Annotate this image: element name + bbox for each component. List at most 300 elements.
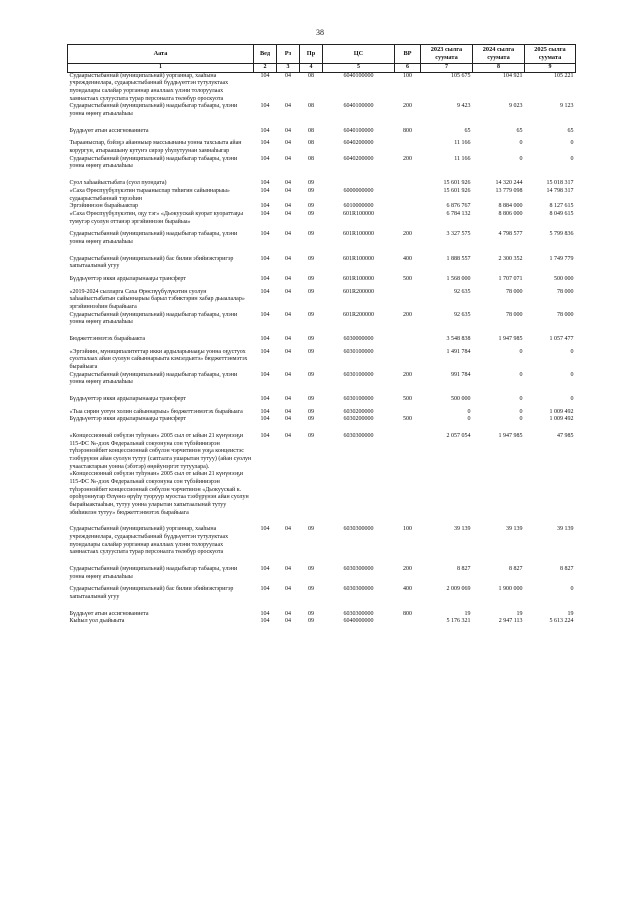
pr-cell: 09 bbox=[308, 566, 314, 573]
amount-2025: 1 749 779 bbox=[549, 255, 574, 262]
vr-cell bbox=[395, 203, 421, 211]
amount-2024: 19 bbox=[516, 610, 523, 617]
cs-cell: 6030200000 bbox=[343, 408, 374, 415]
vr-cell: 500 bbox=[403, 416, 412, 423]
row-spacer-cell bbox=[68, 602, 576, 611]
amount-2023: 2 009 069 bbox=[446, 586, 471, 593]
table-row bbox=[68, 156, 576, 171]
table-row bbox=[68, 433, 576, 517]
row-label: Бүддьүөт атын ассигнованиета bbox=[69, 127, 149, 134]
ved-cell: 104 bbox=[260, 348, 270, 355]
amount-2024: 1 900 000 bbox=[498, 586, 523, 593]
amount-2023: 5 176 321 bbox=[446, 618, 471, 625]
row-spacer-cell bbox=[68, 247, 576, 256]
ved-cell: 104 bbox=[260, 432, 270, 439]
row-spacer bbox=[68, 387, 576, 396]
table-row bbox=[68, 416, 576, 424]
amount-2025: 8 049 615 bbox=[549, 210, 574, 217]
table-row bbox=[68, 312, 576, 327]
ved-cell: 104 bbox=[260, 288, 270, 295]
amount-2025: 39 139 bbox=[557, 526, 574, 533]
amount-2023: 991 784 bbox=[451, 371, 471, 378]
vr-cell: 500 bbox=[403, 275, 412, 282]
rz-cell: 04 bbox=[285, 348, 291, 355]
vr-cell: 100 bbox=[403, 526, 412, 533]
column-number: 6 bbox=[395, 64, 421, 73]
header-2023: 2023 сылга суумата bbox=[421, 45, 473, 64]
row-label: Бүддьүөт атын ассигнованиета bbox=[69, 610, 149, 617]
vr-cell: 200 bbox=[403, 311, 412, 318]
row-label: Тырааныспар, бэйэҕэ айанныыр массыынаны уонна тахсыыта айан корургун, атыраашыну кутуҥэ сирэр уһулутуунан хамнаһыгар bbox=[69, 140, 242, 155]
cs-cell: 601R200000 bbox=[342, 288, 374, 295]
amount-2025: 1 057 477 bbox=[549, 335, 574, 342]
amount-2025: 0 bbox=[570, 155, 574, 162]
amount-2025: 65 bbox=[567, 127, 574, 134]
amount-2024: 0 bbox=[519, 408, 523, 415]
table-row bbox=[68, 276, 576, 284]
pr-cell: 09 bbox=[308, 408, 314, 415]
header-2024: 2024 сылга суумата bbox=[473, 45, 525, 64]
cs-cell: 6000000000 bbox=[343, 187, 374, 194]
vr-cell bbox=[395, 211, 421, 226]
amount-2024: 104 921 bbox=[503, 72, 523, 79]
amount-2024: 0 bbox=[519, 371, 523, 378]
pr-cell: 09 bbox=[308, 210, 314, 217]
table-row bbox=[68, 611, 576, 619]
rz-cell: 04 bbox=[285, 203, 291, 210]
amount-2023: 500 000 bbox=[451, 395, 471, 402]
ved-cell: 104 bbox=[260, 408, 270, 415]
amount-2024: 13 779 098 bbox=[495, 187, 523, 194]
vr-cell: 800 bbox=[403, 610, 412, 617]
amount-2024: 2 947 113 bbox=[498, 618, 523, 625]
row-spacer bbox=[68, 171, 576, 180]
amount-2023: 1 491 784 bbox=[446, 348, 471, 355]
amount-2025: 500 000 bbox=[554, 275, 574, 282]
row-spacer bbox=[68, 327, 576, 336]
table-row bbox=[68, 72, 576, 103]
amount-2025: 1 009 492 bbox=[549, 408, 574, 415]
amount-2023: 3 548 838 bbox=[446, 335, 471, 342]
vr-cell: 400 bbox=[403, 586, 412, 593]
row-spacer-cell bbox=[68, 171, 576, 180]
pr-cell: 08 bbox=[308, 127, 314, 134]
vr-cell: 800 bbox=[403, 127, 412, 134]
amount-2024: 65 bbox=[516, 127, 523, 134]
cs-cell: 6040000000 bbox=[343, 618, 374, 625]
amount-2024: 4 798 577 bbox=[498, 231, 523, 238]
ved-cell: 104 bbox=[260, 127, 270, 134]
row-label: Бүддьүөттэр икки ардыларынааҕы трансферт bbox=[69, 275, 186, 282]
rz-cell: 04 bbox=[285, 180, 291, 187]
row-label: Судаарыстыбаннай (муниципальнай) наадыбыгар табаары, үлэни уонна өңөнү атыылаһыы bbox=[69, 566, 238, 580]
rz-cell: 04 bbox=[285, 618, 291, 625]
amount-2023: 11 166 bbox=[454, 155, 471, 162]
amount-2025: 8 127 615 bbox=[549, 203, 574, 210]
pr-cell: 09 bbox=[308, 371, 314, 378]
rz-cell: 04 bbox=[285, 255, 291, 262]
ved-cell: 104 bbox=[260, 610, 270, 617]
row-label: «Саха Өрөспүүбүлүкэтин, оҕу тэг» «Дьокуускай куорат куораттаҕы тумугэр суолун оттанэр эргэйиннээн бырайыа» bbox=[69, 210, 243, 225]
row-label: «Концессионнай сөбүлэн туһунан» 2005 сыл от ыйын 21 күнүнээҕи 115-ФС №-дээх Федеральнай сокуонуна сон түбэйиниэрэн түһэрэннэйбит концессионнай сөбүлэн чэрчитинэн уоҕа концеистэс тээбүрүнэн айан суолун тутуу (сапталга ушарытан тутуу) (айан суолун учаастактарын уонна (эбэтэр) өңөйунэргэт тутуулара). «Концессионнай сөбүлэн туһунан» 2005 сыл от ыйын 21 күнүнээҕи 115-ФС №-дээх Федеральнай сокуонуна сон түбэйиниэрэн түһэрэннэйбит концессионнай сөбүлэн чэрчитинэн «Дьокуускай к. ороһүоннугар Өлүөнэ өрүһү туоруур муостаа тээбүрүнэн айан суолун бырайыактааһын, тутуу уонна уларытан хапытаалынай тутуу эбиһиилэн тутуу» бюджеттэнмэтэх бырайыага bbox=[69, 432, 252, 516]
vr-cell: 400 bbox=[403, 255, 412, 262]
ved-cell: 104 bbox=[260, 180, 270, 187]
vr-cell: 500 bbox=[403, 395, 412, 402]
row-spacer-cell bbox=[68, 557, 576, 566]
amount-2023: 8 827 bbox=[457, 566, 471, 573]
column-number: 4 bbox=[300, 64, 323, 73]
amount-2024: 0 bbox=[519, 155, 523, 162]
row-label: Судаарыстыбаннай (муниципальнай) наадыбыгар табаары, үлэни уонна өңөнү атыылаһыы bbox=[69, 311, 238, 326]
vr-cell bbox=[395, 180, 421, 188]
rz-cell: 04 bbox=[285, 566, 291, 573]
cs-cell: 601R200000 bbox=[342, 311, 374, 318]
header-2025: 2025 сылга суумата bbox=[525, 45, 576, 64]
column-number: 7 bbox=[421, 64, 473, 73]
column-number: 2 bbox=[254, 64, 277, 73]
amount-2023: 1 888 557 bbox=[446, 255, 471, 262]
table-row bbox=[68, 180, 576, 188]
table-row bbox=[68, 566, 576, 581]
ved-cell: 104 bbox=[260, 371, 270, 378]
amount-2023: 11 166 bbox=[454, 140, 471, 147]
pr-cell: 08 bbox=[308, 140, 314, 147]
rz-cell: 04 bbox=[285, 432, 291, 439]
table-row bbox=[68, 211, 576, 226]
rz-cell: 04 bbox=[285, 335, 291, 342]
cs-cell: 6030100000 bbox=[343, 395, 374, 402]
amount-2024: 0 bbox=[519, 348, 523, 355]
cs-cell: 6040200000 bbox=[343, 140, 374, 147]
row-label: Эргэйиннээн бырайыактар bbox=[69, 203, 139, 210]
rz-cell: 04 bbox=[285, 416, 291, 423]
cs-cell: 6030300000 bbox=[343, 610, 374, 617]
table-row bbox=[68, 586, 576, 601]
vr-cell: 200 bbox=[403, 231, 412, 238]
amount-2024: 1 947 985 bbox=[498, 432, 523, 439]
amount-2025: 0 bbox=[570, 140, 574, 147]
table-row bbox=[68, 128, 576, 136]
amount-2023: 15 601 926 bbox=[443, 180, 471, 187]
amount-2024: 2 300 352 bbox=[498, 255, 523, 262]
ved-cell: 104 bbox=[260, 311, 270, 318]
column-number: 9 bbox=[525, 64, 576, 73]
pr-cell: 09 bbox=[308, 348, 314, 355]
row-spacer bbox=[68, 119, 576, 128]
table-row bbox=[68, 140, 576, 155]
pr-cell: 08 bbox=[308, 155, 314, 162]
budget-table bbox=[67, 44, 576, 626]
cs-cell: 601R100000 bbox=[342, 231, 374, 238]
pr-cell: 09 bbox=[308, 618, 314, 625]
cs-cell: 601R100000 bbox=[342, 210, 374, 217]
pr-cell: 08 bbox=[308, 72, 314, 79]
amount-2023: 39 139 bbox=[454, 526, 471, 533]
row-spacer bbox=[68, 247, 576, 256]
amount-2024: 8 827 bbox=[509, 566, 523, 573]
ved-cell: 104 bbox=[260, 72, 270, 79]
amount-2025: 47 985 bbox=[557, 432, 574, 439]
table-row bbox=[68, 231, 576, 246]
vr-cell bbox=[395, 618, 421, 626]
rz-cell: 04 bbox=[285, 586, 291, 593]
ved-cell: 104 bbox=[260, 618, 270, 625]
row-label: Судаарыстыбаннай (муниципальнай) наадыбыгар табаары, үлэни уонна өңөнү атыылаһыы bbox=[69, 155, 238, 170]
ved-cell: 104 bbox=[260, 526, 270, 533]
row-label: «Тыа сирин уотун холин сайыннарыы» бюджеттэнмэтэх бырайыага bbox=[69, 408, 243, 415]
row-label: Бүддьүөттэр икки ардыларынааҕы трансферт bbox=[69, 416, 186, 423]
cs-cell: 6030200000 bbox=[343, 416, 374, 423]
amount-2023: 92 635 bbox=[454, 311, 471, 318]
rz-cell: 04 bbox=[285, 371, 291, 378]
table-row bbox=[68, 203, 576, 211]
pr-cell: 09 bbox=[308, 187, 314, 194]
ved-cell: 104 bbox=[260, 586, 270, 593]
vr-cell: 200 bbox=[403, 155, 412, 162]
amount-2023: 6 784 132 bbox=[446, 210, 471, 217]
row-label: Судаарыстыбаннай (муниципальнай) уорганнар, хааһына учреждениелара, судаарыстыбаннай бүддьүөттэн тутулуктаах пуондалары салайар уорганнар аналлаах үлэни толоруулаах хамнастаах сулууспата турар персоналга төлөбүр ороскуота bbox=[69, 526, 229, 556]
amount-2023: 15 601 926 bbox=[443, 187, 471, 194]
cs-cell bbox=[323, 180, 395, 188]
pr-cell: 09 bbox=[308, 275, 314, 282]
page-number: 38 bbox=[316, 28, 324, 37]
amount-2023: 9 423 bbox=[457, 103, 471, 110]
rz-cell: 04 bbox=[285, 210, 291, 217]
table-body bbox=[68, 72, 576, 626]
amount-2025: 0 bbox=[570, 586, 574, 593]
row-label: Судаарыстыбаннай (муниципальнай) бас билии эбийиэктэригэр хапытаалынай угуу bbox=[69, 255, 234, 270]
amount-2025: 0 bbox=[570, 395, 574, 402]
cs-cell: 6040100000 bbox=[343, 72, 374, 79]
amount-2025: 0 bbox=[570, 348, 574, 355]
pr-cell: 09 bbox=[308, 416, 314, 423]
ved-cell: 104 bbox=[260, 231, 270, 238]
row-spacer bbox=[68, 602, 576, 611]
amount-2024: 0 bbox=[519, 395, 523, 402]
amount-2024: 0 bbox=[519, 416, 523, 423]
ved-cell: 104 bbox=[260, 103, 270, 110]
column-number-row bbox=[68, 64, 576, 73]
table-row bbox=[68, 289, 576, 312]
header-rz: Рз bbox=[277, 45, 300, 64]
table-row bbox=[68, 349, 576, 372]
header-name: Аата bbox=[68, 45, 254, 64]
rz-cell: 04 bbox=[285, 127, 291, 134]
amount-2025: 15 018 317 bbox=[546, 180, 574, 187]
rz-cell: 04 bbox=[285, 275, 291, 282]
pr-cell: 09 bbox=[308, 432, 314, 439]
row-spacer bbox=[68, 517, 576, 526]
rz-cell: 04 bbox=[285, 610, 291, 617]
pr-cell: 09 bbox=[308, 180, 314, 187]
cs-cell: 6030300000 bbox=[343, 566, 374, 573]
row-label: Судаарыстыбаннай (муниципальнай) наадыбыгар табаары, үлэни уонна өңөнү атыылаһыы bbox=[69, 231, 238, 245]
pr-cell: 09 bbox=[308, 526, 314, 533]
vr-cell: 200 bbox=[403, 371, 412, 378]
amount-2023: 2 057 054 bbox=[446, 432, 471, 439]
table-row bbox=[68, 526, 576, 557]
row-label: Бюджеттэнмэтэх бырайыакта bbox=[69, 335, 145, 342]
ved-cell: 104 bbox=[260, 187, 270, 194]
pr-cell: 09 bbox=[308, 395, 314, 402]
header-cs: ЦС bbox=[323, 45, 395, 64]
column-number: 8 bbox=[473, 64, 525, 73]
vr-cell bbox=[395, 188, 421, 203]
cs-cell: 6030300000 bbox=[343, 586, 374, 593]
cs-cell: 6030300000 bbox=[343, 432, 374, 439]
ved-cell: 104 bbox=[260, 210, 270, 217]
row-spacer bbox=[68, 424, 576, 433]
cs-cell: 6040200000 bbox=[343, 155, 374, 162]
column-number: 3 bbox=[277, 64, 300, 73]
rz-cell: 04 bbox=[285, 103, 291, 110]
pr-cell: 09 bbox=[308, 311, 314, 318]
pr-cell: 09 bbox=[308, 586, 314, 593]
row-label: Судаарыстыбаннай (муниципальнай) наадыбыгар табаары, үлэни уонна өңөнү атыылаһыы bbox=[69, 103, 238, 118]
amount-2024: 8 884 000 bbox=[498, 203, 523, 210]
rz-cell: 04 bbox=[285, 288, 291, 295]
table-row bbox=[68, 336, 576, 344]
rz-cell: 04 bbox=[285, 72, 291, 79]
rz-cell: 04 bbox=[285, 187, 291, 194]
table-row bbox=[68, 618, 576, 626]
amount-2023: 6 876 767 bbox=[446, 203, 471, 210]
amount-2024: 1 947 985 bbox=[498, 335, 523, 342]
table-row bbox=[68, 188, 576, 203]
pr-cell: 09 bbox=[308, 203, 314, 210]
header-ved: Вед bbox=[254, 45, 277, 64]
row-label: Суол хаһаайыстыбата (суол пуондата) bbox=[69, 180, 167, 187]
ved-cell: 104 bbox=[260, 335, 270, 342]
row-label: Кыһыл уол дьайыыта bbox=[69, 618, 125, 625]
amount-2025: 5 613 224 bbox=[549, 618, 574, 625]
row-spacer-cell bbox=[68, 517, 576, 526]
amount-2023: 0 bbox=[467, 416, 471, 423]
amount-2023: 92 635 bbox=[454, 288, 471, 295]
amount-2025: 78 000 bbox=[557, 288, 574, 295]
header-row bbox=[68, 45, 576, 64]
amount-2025: 5 799 836 bbox=[549, 231, 574, 238]
cs-cell: 601R100000 bbox=[342, 275, 374, 282]
amount-2025: 9 123 bbox=[560, 103, 574, 110]
row-label: «2019-2024 сылларга Саха Өрөспүүбүлүкэтин суолун хаһаайыстыбатын сайыннарыы барыл тэбиктэрин хабар дьыалалар» эргэйиннээһин бырайыага bbox=[69, 288, 245, 310]
ved-cell: 104 bbox=[260, 155, 270, 162]
amount-2025: 1 009 492 bbox=[549, 416, 574, 423]
vr-cell bbox=[395, 433, 421, 517]
amount-2023: 65 bbox=[464, 127, 471, 134]
cs-cell: 6030100000 bbox=[343, 371, 374, 378]
vr-cell: 200 bbox=[403, 103, 412, 110]
ved-cell: 104 bbox=[260, 140, 270, 147]
amount-2025: 78 000 bbox=[557, 311, 574, 318]
pr-cell: 09 bbox=[308, 231, 314, 238]
row-label: Судаарыстыбаннай (муниципальнай) наадыбыгар табаары, үлэни уонна өңөнү атыылаһыы bbox=[69, 371, 238, 386]
ved-cell: 104 bbox=[260, 416, 270, 423]
table-row bbox=[68, 256, 576, 271]
rz-cell: 04 bbox=[285, 231, 291, 238]
cs-cell: 601R100000 bbox=[342, 255, 374, 262]
row-label: «Саха Өрөспүүбүлүкэтин тырааныспар тиһигин сайыннарыы» судаарыстыбаннай тэрээһин bbox=[69, 187, 230, 202]
cs-cell: 6040100000 bbox=[343, 127, 374, 134]
cs-cell: 6030300000 bbox=[343, 526, 374, 533]
row-spacer-cell bbox=[68, 327, 576, 336]
amount-2024: 8 806 000 bbox=[498, 210, 523, 217]
vr-cell bbox=[395, 336, 421, 344]
row-spacer bbox=[68, 557, 576, 566]
table-row bbox=[68, 372, 576, 387]
vr-cell: 100 bbox=[403, 72, 412, 79]
amount-2024: 14 320 244 bbox=[495, 180, 523, 187]
table-row bbox=[68, 103, 576, 118]
column-number: 5 bbox=[323, 64, 395, 73]
cs-cell: 6010000000 bbox=[343, 203, 374, 210]
amount-2024: 9 023 bbox=[509, 103, 523, 110]
amount-2025: 8 827 bbox=[560, 566, 574, 573]
amount-2023: 19 bbox=[464, 610, 471, 617]
cs-cell: 6040100000 bbox=[343, 103, 374, 110]
rz-cell: 04 bbox=[285, 155, 291, 162]
rz-cell: 04 bbox=[285, 526, 291, 533]
ved-cell: 104 bbox=[260, 203, 270, 210]
amount-2024: 1 707 071 bbox=[498, 275, 523, 282]
vr-cell bbox=[395, 409, 421, 417]
pr-cell: 09 bbox=[308, 288, 314, 295]
ved-cell: 104 bbox=[260, 566, 270, 573]
vr-cell bbox=[395, 140, 421, 155]
amount-2024: 0 bbox=[519, 140, 523, 147]
ved-cell: 104 bbox=[260, 395, 270, 402]
ved-cell: 104 bbox=[260, 275, 270, 282]
amount-2025: 19 bbox=[567, 610, 574, 617]
amount-2023: 3 327 575 bbox=[446, 231, 471, 238]
column-number: 1 bbox=[68, 64, 254, 73]
vr-cell bbox=[395, 289, 421, 312]
amount-2025: 0 bbox=[570, 371, 574, 378]
table-row bbox=[68, 396, 576, 404]
amount-2024: 39 139 bbox=[506, 526, 523, 533]
ved-cell: 104 bbox=[260, 255, 270, 262]
cs-cell: 6030100000 bbox=[343, 348, 374, 355]
pr-cell: 08 bbox=[308, 103, 314, 110]
rz-cell: 04 bbox=[285, 311, 291, 318]
row-label: Бүддьүөттэр икки ардыларынааҕы трансферт bbox=[69, 395, 186, 402]
row-spacer-cell bbox=[68, 387, 576, 396]
header-pr: Пр bbox=[300, 45, 323, 64]
amount-2023: 1 568 000 bbox=[446, 275, 471, 282]
vr-cell: 200 bbox=[403, 566, 412, 573]
pr-cell: 09 bbox=[308, 335, 314, 342]
row-label: Судаарыстыбаннай (муниципальнай) уорганнар, хааһына учреждениелара, судаарыстыбаннай бүддьүөттэн тутулуктаах пуондалары салайар уорганнар аналлаах үлэни толоруулаах хамнастаах сулууспата турар персоналга төлөбүр ороскуота bbox=[69, 72, 229, 102]
amount-2023: 105 675 bbox=[451, 72, 471, 79]
pr-cell: 09 bbox=[308, 255, 314, 262]
pr-cell: 09 bbox=[308, 610, 314, 617]
header-vr: ВР bbox=[395, 45, 421, 64]
amount-2024: 78 000 bbox=[506, 311, 523, 318]
row-spacer-cell bbox=[68, 424, 576, 433]
row-label: «Эргэйиин, муниципалитеттар икки ардыларынааҕы уонна оҕустуох суолталаах айан суолун сайыннарыыта кэмэлдьитэ» бюджеттэнмэтэх бырайыага bbox=[69, 348, 248, 370]
rz-cell: 04 bbox=[285, 395, 291, 402]
amount-2025: 14 798 317 bbox=[546, 187, 574, 194]
amount-2023: 0 bbox=[467, 408, 471, 415]
rz-cell: 04 bbox=[285, 408, 291, 415]
vr-cell bbox=[395, 349, 421, 372]
row-spacer-cell bbox=[68, 119, 576, 128]
row-label: Судаарыстыбаннай (муниципальнай) бас билии эбийиэктэригэр хапытаалынай угуу bbox=[69, 586, 234, 601]
cs-cell: 6030000000 bbox=[343, 335, 374, 342]
amount-2025: 105 221 bbox=[554, 72, 574, 79]
amount-2024: 78 000 bbox=[506, 288, 523, 295]
rz-cell: 04 bbox=[285, 140, 291, 147]
